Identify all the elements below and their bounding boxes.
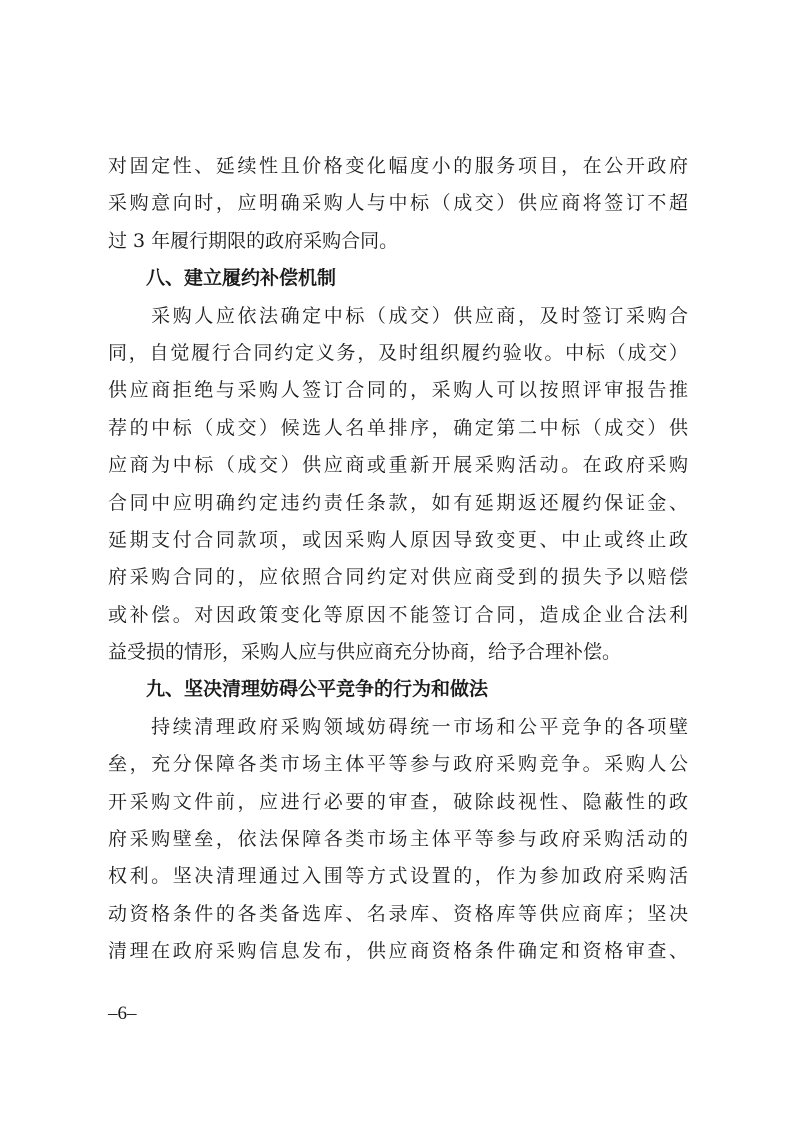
paragraph-line: 持续清理政府采购领域妨碍统一市场和公平竞争的各项壁: [108, 715, 688, 738]
paragraph-line: 采购人应依法确定中标（成交）供应商，及时签订采购合: [108, 304, 688, 327]
paragraph-line: 合同中应明确约定违约责任条款，如有延期返还履约保证金、: [108, 491, 688, 514]
paragraph-line: 或补偿。对因政策变化等原因不能签订合同，造成企业合法利: [108, 603, 688, 626]
paragraph-line: 供应商拒绝与采购人签订合同的，采购人可以按照评审报告推: [108, 379, 688, 402]
paragraph-line: 荐的中标（成交）候选人名单排序，确定第二中标（成交）供: [108, 416, 688, 439]
section-heading-9: 九、坚决清理妨碍公平竞争的行为和做法: [146, 678, 489, 701]
paragraph-line: 同，自觉履行合同约定义务，及时组织履约验收。中标（成交）: [108, 341, 688, 364]
page-number: –6–: [108, 1003, 137, 1024]
paragraph-line: 延期支付合同款项，或因采购人原因导致变更、中止或终止政: [108, 528, 688, 551]
paragraph-line: 清理在政府采购信息发布，供应商资格条件确定和资格审查、: [108, 940, 688, 963]
section-9-paragraph: [108, 709, 688, 971]
paragraph-line: 应商为中标（成交）供应商或重新开展采购活动。在政府采购: [108, 454, 688, 477]
paragraph-line: 过 3 年履行期限的政府采购合同。: [108, 229, 399, 252]
paragraph-line: 对固定性、延续性且价格变化幅度小的服务项目，在公开政府: [108, 155, 688, 177]
section-8-paragraph: [108, 298, 688, 672]
section-heading-8: 八、建立履约补偿机制: [146, 267, 337, 290]
paragraph-line: 权利。坚决清理通过入围等方式设置的，作为参加政府采购活: [108, 865, 688, 888]
paragraph-line: 动资格条件的各类备选库、名录库、资格库等供应商库；坚决: [108, 902, 688, 925]
paragraph-line: 府采购壁垒，依法保障各类市场主体平等参与政府采购活动的: [108, 828, 688, 851]
paragraph-line: 府采购合同的，应依照合同约定对供应商受到的损失予以赔偿: [108, 566, 688, 589]
document-body: [108, 148, 688, 971]
paragraph-line: 采购意向时，应明确采购人与中标（成交）供应商将签订不超: [108, 192, 688, 215]
paragraph-line: 益受损的情形，采购人应与供应商充分协商，给予合理补偿。: [108, 641, 622, 664]
intro-paragraph: [108, 148, 688, 260]
paragraph-line: 垒，充分保障各类市场主体平等参与政府采购竞争。采购人公: [108, 753, 688, 776]
paragraph-line: 开采购文件前，应进行必要的审查，破除歧视性、隐蔽性的政: [108, 790, 688, 813]
